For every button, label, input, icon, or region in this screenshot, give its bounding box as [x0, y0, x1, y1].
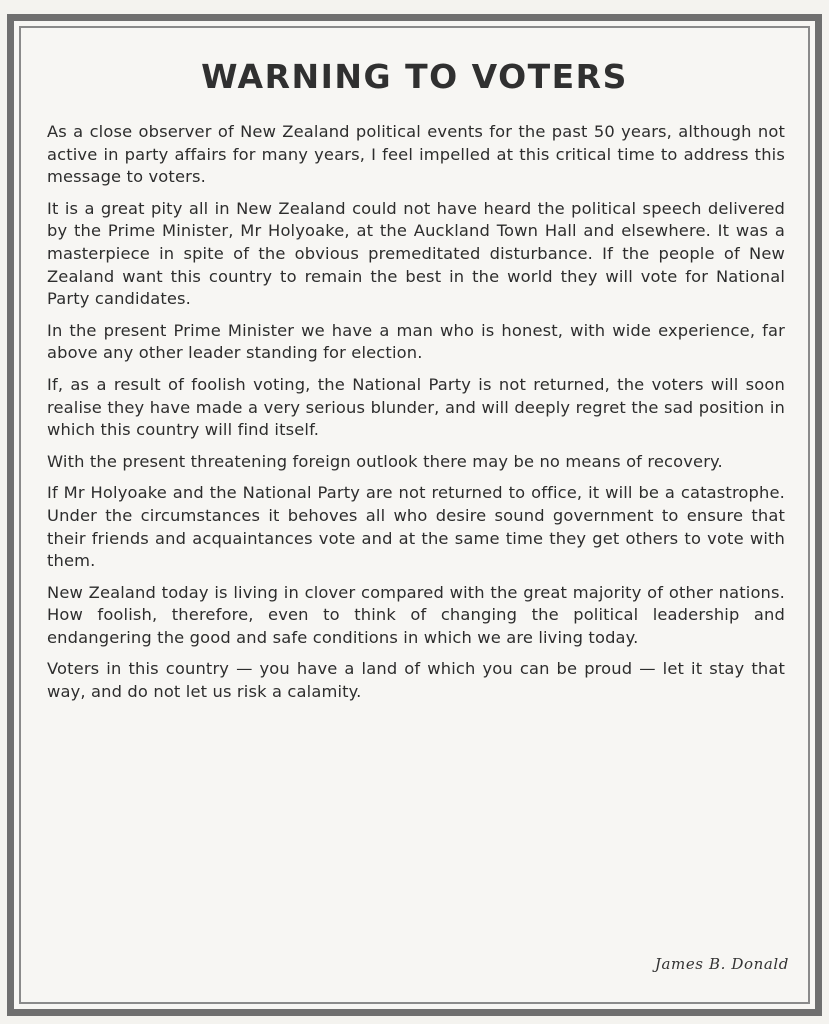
- author-signature: James B. Donald: [654, 955, 789, 973]
- paragraph-1: As a close observer of New Zealand political events for the past 50 years, although not active in party affairs for many years, I feel impelled at this critical time to address this message to voters.: [47, 122, 785, 187]
- paragraph-4: If, as a result of foolish voting, the National Party is not returned, the voters will soon realise they have made a very serious blunder, and will deeply regret the sad position in which this country will find itself.: [47, 374, 785, 440]
- paragraph-6: If Mr Holyoake and the National Party are not returned to office, it will be a catastrophe. Under the circumstances it behoves all who desire sound government to ensure that their friends and acquaintances vote and at the same time they get others to vote with them.: [47, 483, 785, 571]
- paragraph-3: In the present Prime Minister we have a man who is honest, with wide experience, far above any other leader standing for election.: [47, 320, 785, 363]
- paragraph-7: New Zealand today is living in clover compared with the great majority of other nations. How foolish, therefore, even to think of changing the political leadership and endangering the good and safe conditions in which we are living today.: [47, 582, 785, 647]
- paragraph-8: Voters in this country — you have a land of which you can be proud — let it stay that way, and do not let us risk a calamity.: [47, 659, 785, 702]
- page-title: WARNING TO VOTERS: [201, 57, 628, 96]
- paragraph-5: With the present threatening foreign outlook there may be no means of recovery.: [47, 451, 723, 471]
- paragraph-2: It is a great pity all in New Zealand could not have heard the political speech delivered by the Prime Minister, Mr Holyoake, at the Auckland Town Hall and elsewhere. It was a masterpiece in spite of the obvious premeditated disturbance. If the people of New Zealand want this country to remain the best in the world they will vote for National Party candidates.: [47, 198, 785, 309]
- advertisement-body: [47, 121, 785, 713]
